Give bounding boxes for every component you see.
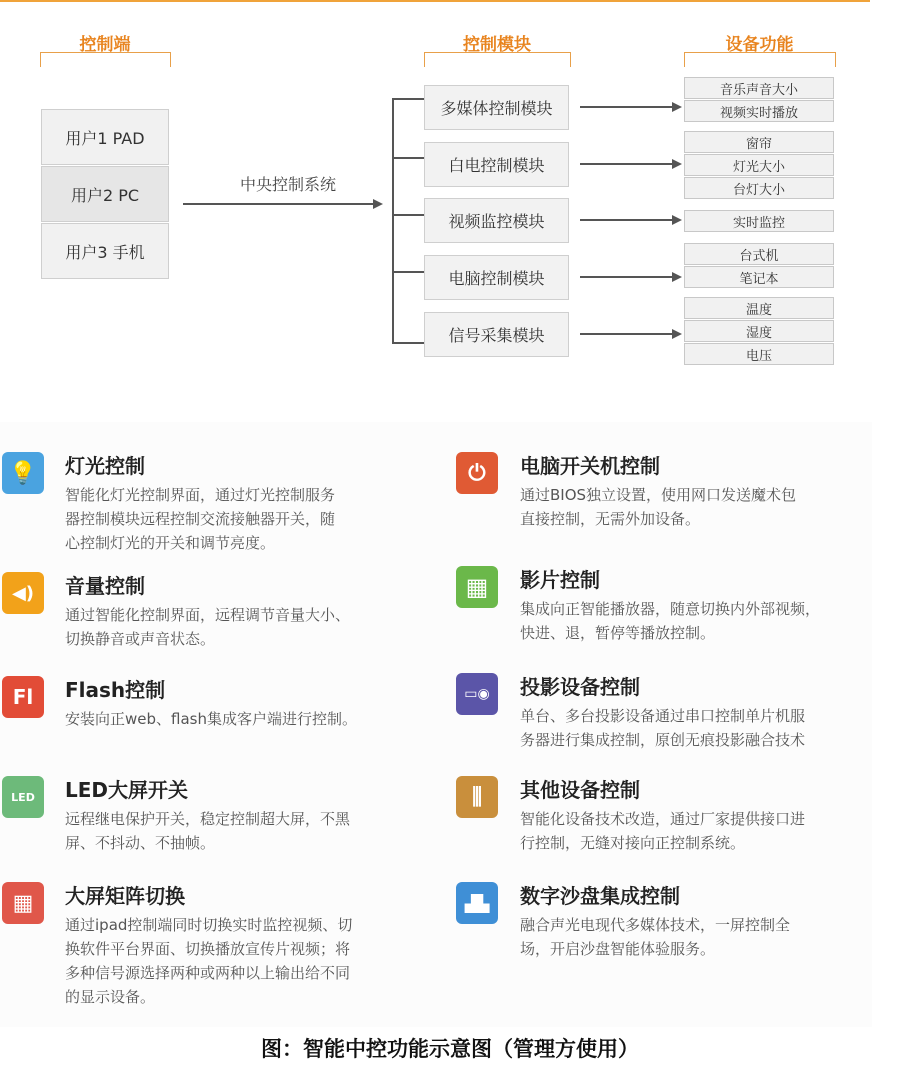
header-bracket (40, 52, 171, 67)
feature-desc: 单台、多台投影设备通过串口控制单片机服 务器进行集成控制，原创无痕投影融合技术 (520, 707, 806, 749)
feature-title: Flash控制 (65, 678, 166, 702)
feature-desc: 通过ipad控制端同时切换实时监控视频、切 换软件平台界面、切换播放宣传片视频；将 多种信号源选择两种或两种以上输出给不同 的显示设备。 (65, 916, 353, 1006)
matrix-icon: ▦ (2, 882, 44, 924)
device-box: 音乐声音大小 (684, 77, 834, 99)
feature-desc: 集成向正智能播放器，随意切换内外部视频， 快进、退，暂停等播放控制。 (520, 600, 821, 642)
device-box: 窗帘 (684, 131, 834, 153)
figure-caption: 图：智能中控功能示意图（管理方使用） (261, 1036, 639, 1061)
feature-desc: 智能化设备技术改造，通过厂家提供接口进 行控制，无缝对接向正控制系统。 (520, 810, 806, 852)
header-bracket (424, 52, 571, 67)
module-video-surveillance: 视频监控模块 (424, 198, 569, 243)
film-icon: ▦ (456, 566, 498, 608)
module-computer: 电脑控制模块 (424, 255, 569, 300)
feature-desc: 安装向正web、flash集成客户端进行控制。 (65, 710, 357, 728)
module-signal: 信号采集模块 (424, 312, 569, 357)
feature-title: 数字沙盘集成控制 (520, 884, 680, 908)
module-bracket-tick (392, 342, 424, 344)
module-arrow-line (580, 163, 673, 165)
flash-icon: Fl (2, 676, 44, 718)
module-bracket-vertical (392, 98, 394, 343)
feature-title: 电脑开关机控制 (520, 454, 660, 478)
feature-desc: 远程继电保护开关，稳定控制超大屏，不黑 屏、不抖动、不抽帧。 (65, 810, 351, 852)
module-arrow-head (672, 272, 682, 282)
feature-title: 大屏矩阵切换 (65, 884, 185, 908)
module-multimedia: 多媒体控制模块 (424, 85, 569, 130)
device-box: 笔记本 (684, 266, 834, 288)
equalizer-icon: ⫼ (456, 776, 498, 818)
feature-desc: 融合声光电现代多媒体技术，一屏控制全 场，开启沙盘智能体验服务。 (520, 916, 791, 958)
feature-title: 灯光控制 (65, 454, 145, 478)
center-arrow-head (373, 199, 383, 209)
device-box: 湿度 (684, 320, 834, 342)
header-bracket (684, 52, 836, 67)
module-arrow-head (672, 159, 682, 169)
device-box: 灯光大小 (684, 154, 834, 176)
feature-title: 音量控制 (65, 574, 145, 598)
device-box: 实时监控 (684, 210, 834, 232)
module-arrow-head (672, 102, 682, 112)
module-bracket-tick (392, 98, 424, 100)
module-arrow-line (580, 106, 673, 108)
led-icon: LED (2, 776, 44, 818)
feature-desc: 智能化灯光控制界面，通过灯光控制服务 器控制模块远程控制交流接触器开关，随 心控制灯光的开关和调节亮度。 (65, 486, 336, 552)
device-box: 台灯大小 (684, 177, 834, 199)
feature-title: 影片控制 (520, 568, 600, 592)
sandtable-icon: ▟▙ (456, 882, 498, 924)
device-box: 视频实时播放 (684, 100, 834, 122)
header-control-end: 控制端 (79, 35, 131, 55)
module-arrow-line (580, 219, 673, 221)
header-control-module: 控制模块 (463, 35, 531, 55)
lightbulb-icon: 💡 (2, 452, 44, 494)
user-box-phone: 用户3 手机 (41, 223, 169, 279)
power-icon: ⏻ (456, 452, 498, 494)
header-device-function: 设备功能 (725, 35, 794, 55)
center-system-label: 中央控制系统 (240, 175, 337, 194)
feature-desc: 通过BIOS独立设置，使用网口发送魔术包 直接控制，无需外加设备。 (520, 486, 797, 528)
feature-desc: 通过智能化控制界面，远程调节音量大小、 切换静音或声音状态。 (65, 606, 351, 648)
top-rule (0, 0, 870, 2)
module-arrow-head (672, 329, 682, 339)
device-box: 电压 (684, 343, 834, 365)
feature-title: LED大屏开关 (65, 778, 189, 802)
feature-title: 投影设备控制 (520, 675, 640, 699)
device-box: 台式机 (684, 243, 834, 265)
center-arrow-line (183, 203, 373, 205)
projector-icon: ▭◉ (456, 673, 498, 715)
device-box: 温度 (684, 297, 834, 319)
speaker-icon: ◀) (2, 572, 44, 614)
module-appliance: 白电控制模块 (424, 142, 569, 187)
module-bracket-tick (392, 214, 424, 216)
feature-title: 其他设备控制 (520, 778, 640, 802)
module-arrow-line (580, 276, 673, 278)
module-bracket-tick (392, 157, 424, 159)
user-box-pc: 用户2 PC (41, 166, 169, 222)
module-arrow-line (580, 333, 673, 335)
module-bracket-tick (392, 271, 424, 273)
module-arrow-head (672, 215, 682, 225)
user-box-pad: 用户1 PAD (41, 109, 169, 165)
